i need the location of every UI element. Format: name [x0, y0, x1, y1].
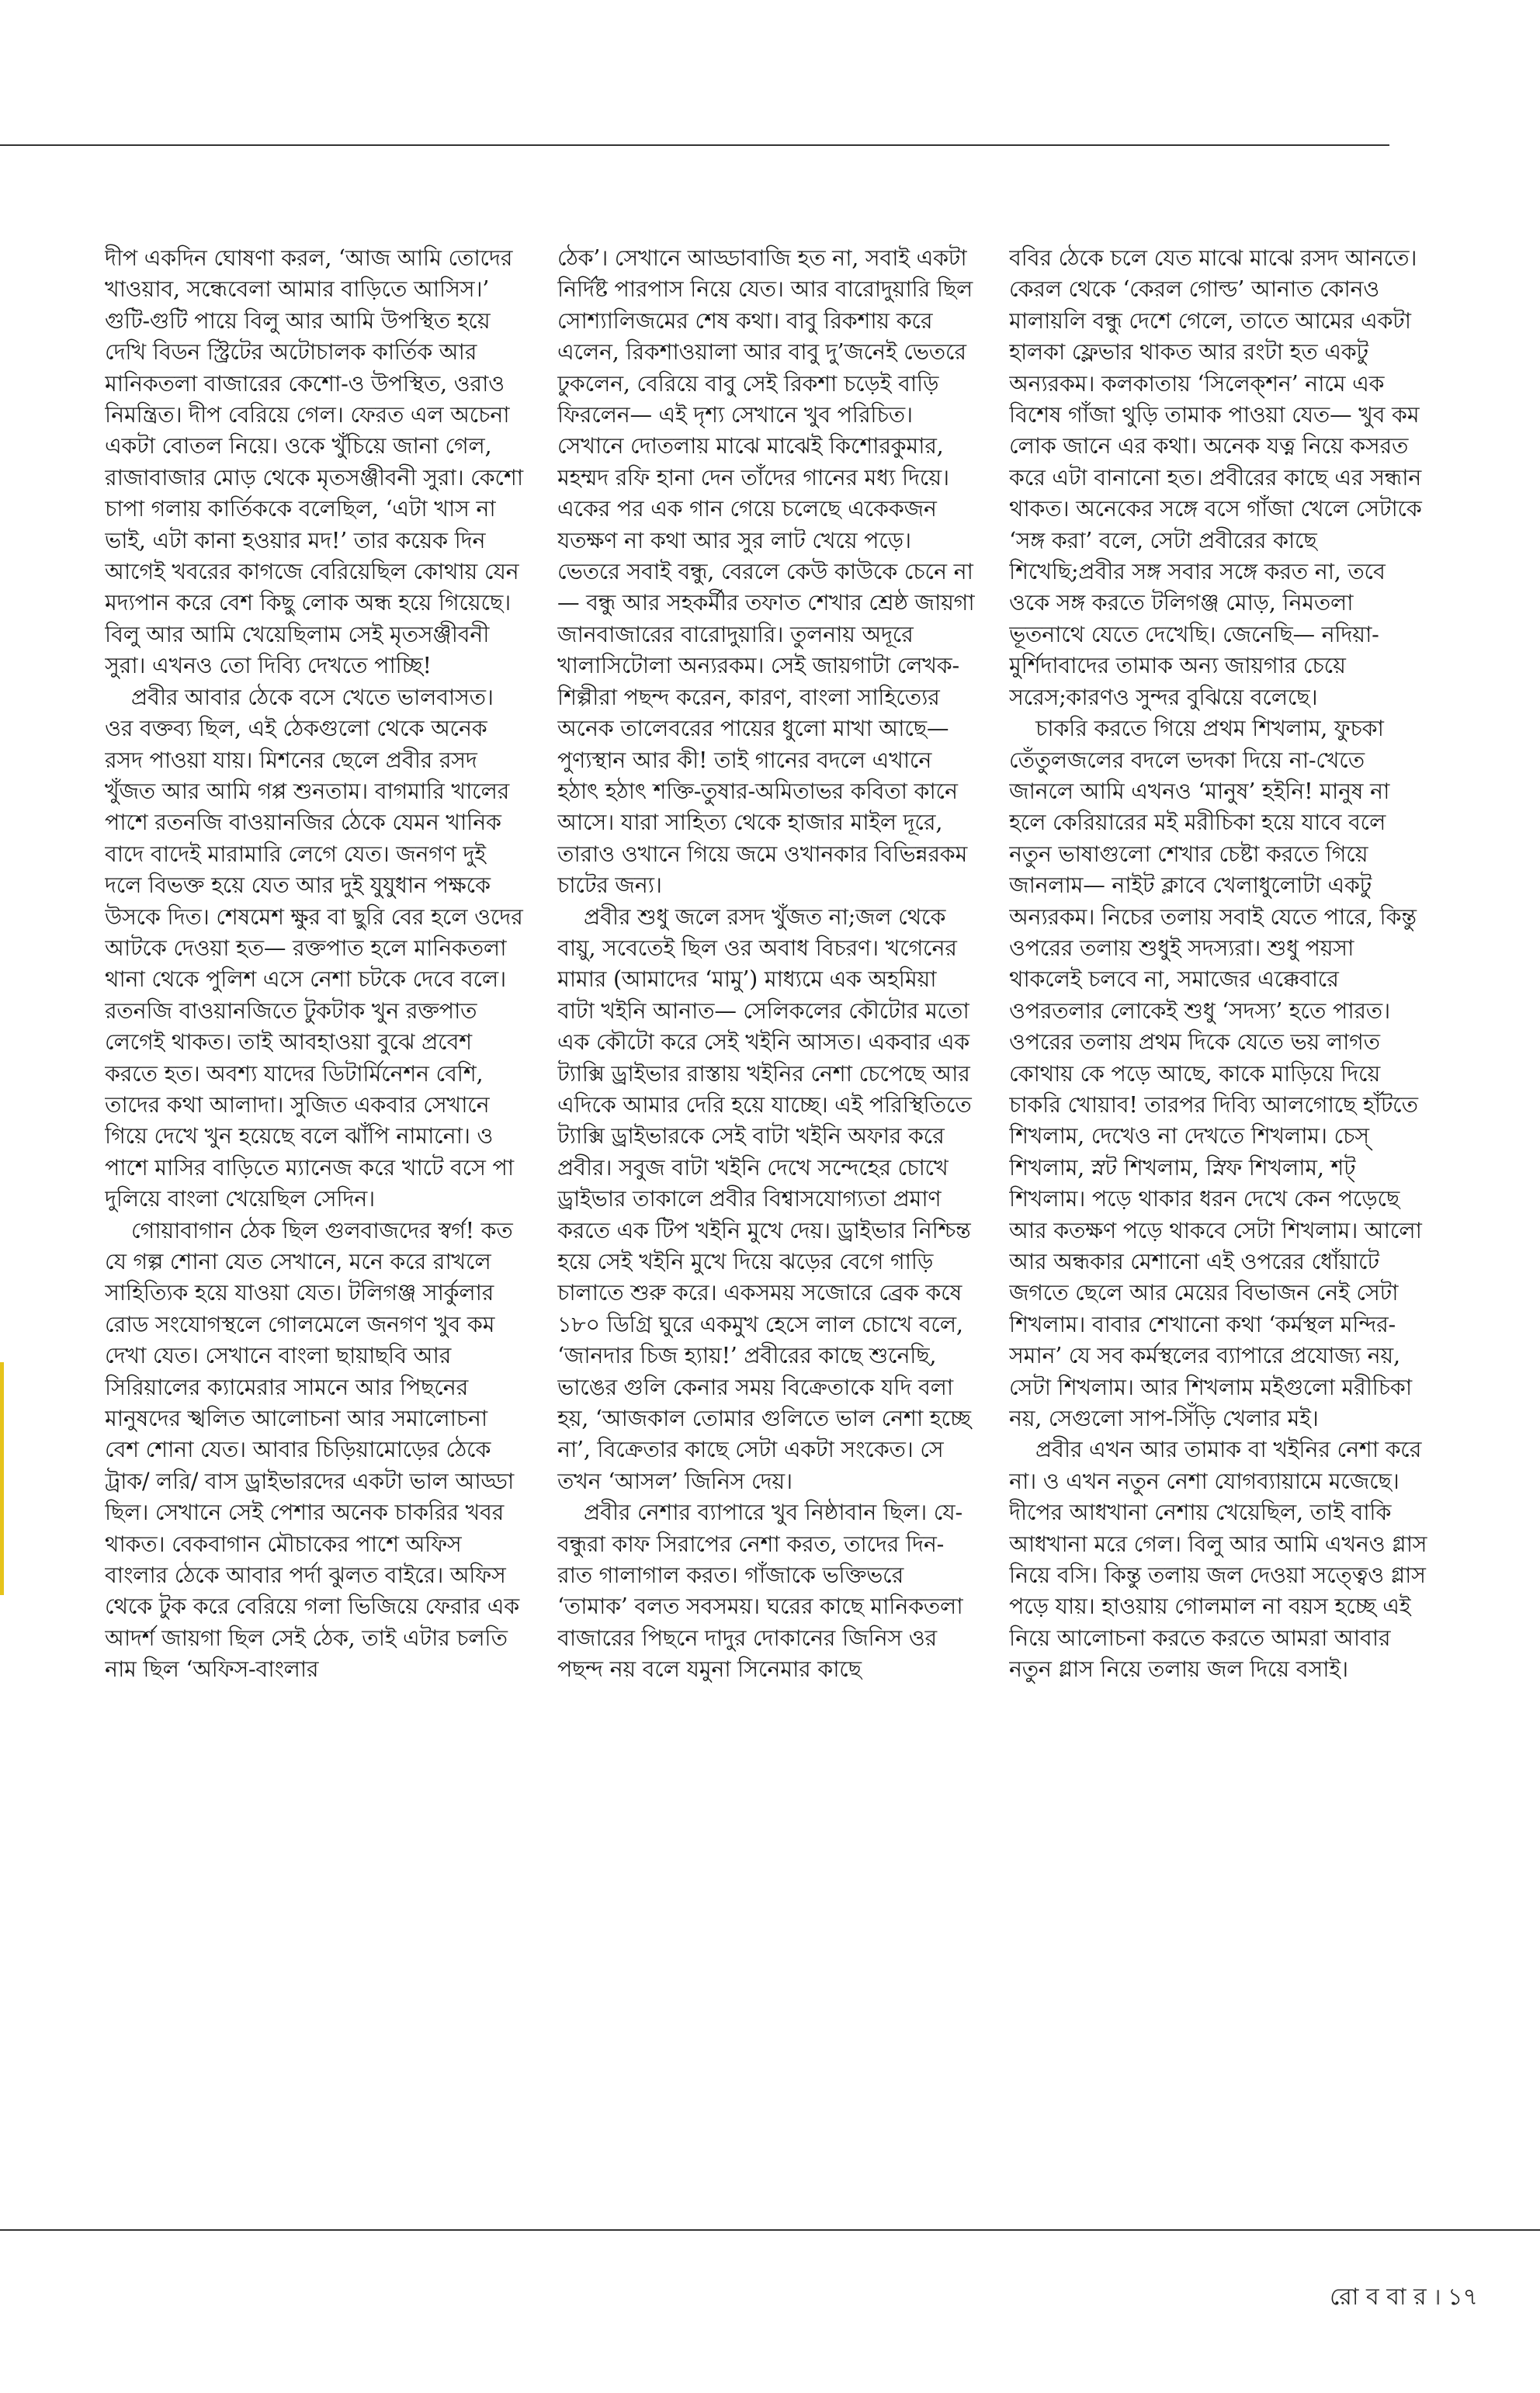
magazine-name: রো ব বা র — [1330, 2284, 1427, 2311]
article-column-3 — [1009, 242, 1428, 2214]
page-number: ১৭ — [1448, 2284, 1478, 2311]
article-column-2 — [557, 242, 976, 2214]
paragraph: প্রবীর নেশার ব্যাপারে খুব নিষ্ঠাবান ছিল। যে-বন্ধুরা কাফ সিরাপের নেশা করত, তাদের দিন-রাত গালাগাল করত। গাঁজাকে ভক্তিভরে ‘তামাক’ বলত সবসময়। ঘরের কাছে মানিকতলা বাজারের পিছনে দাদুর দোকানের জিনিস ওর পছন্দ নয় বলে যমুনা সিনেমার কাছে — [557, 1499, 963, 1683]
paragraph: ববির ঠেকে চলে যেত মাঝে মাঝে রসদ আনতে। কেরল থেকে ‘কেরল গোল্ড’ আনাত কোনও মালায়লি বন্ধু দেশে গেলে, তাতে আমের একটা হালকা ফ্লেভার থাকত আর রংটা হত একটু অন্যরকম। কলকাতায় ‘সিলেক্শন’ নামে এক বিশেষ গাঁজা থুড়ি তামাক পাওয়া যেত— খুব কম লোক জানে এর কথা। অনেক যত্ন নিয়ে কসরত করে এটা বানানো হত। প্রবীরের কাছে এর সন্ধান থাকত। অনেকের সঙ্গে বসে গাঁজা খেলে সেটাকে ‘সঙ্গ করা’ বলে, সেটা প্রবীরের কাছে শিখেছি;প্রবীর সঙ্গ সবার সঙ্গে করত না, তবে ওকে সঙ্গ করতে টলিগঞ্জ মোড়, নিমতলা ভূতনাথে যেতে দেখেছি। জেনেছি— নদিয়া-মুর্শিদাবাদের তামাক অন্য জায়গার চেয়ে সরেস;কারণও সুন্দর বুঝিয়ে বলেছে। — [1009, 245, 1422, 710]
paragraph: প্রবীর এখন আর তামাক বা খইনির নেশা করে না। ও এখন নতুন নেশা যোগব্যায়ামে মজেছে। দীপের আধখানা নেশায় খেয়েছিল, তাই বাকি আধখানা মরে গেল। বিলু আর আমি এখনও গ্লাস নিয়ে বসি। কিন্তু তলায় জল দেওয়া সত্ত্বেও গ্লাস পড়ে যায়। হাওয়ায় গোলমাল না বয়স হচ্ছে এই নিয়ে আলোচনা করতে করতে আমরা আবার নতুন গ্লাস নিয়ে তলায় জল দিয়ে বসাই। — [1009, 1436, 1427, 1683]
paragraph: চাকরি করতে গিয়ে প্রথম শিখলাম, ফুচকা তেঁতুলজলের বদলে ভদকা দিয়ে না-খেতে জানলে আমি এখনও ‘মানুষ’ হইনি! মানুষ না হলে কেরিয়ারের মই মরীচিকা হয়ে যাবে বলে নতুন ভাষাগুলো শেখার চেষ্টা করতে গিয়ে জানলাম— নাইট ক্লাবে খেলাধুলোটা একটু অন্যরকম। নিচের তলায় সবাই যেতে পারে, কিন্তু ওপরের তলায় শুধুই সদস্যরা। শুধু পয়সা থাকলেই চলবে না, সমাজের এক্কেবারে ওপরতলার লোকেই শুধু ‘সদস্য’ হতে পারত। ওপরের তলায় প্রথম দিকে যেতে ভয় লাগত কোথায় কে পড়ে আছে, কাকে মাড়িয়ে দিয়ে চাকরি খোয়াব! তারপর দিব্যি আলগোছে হাঁটতে শিখলাম, দেখেও না দেখতে শিখলাম। চেস্ শিখলাম, স্নট শিখলাম, স্নিফ শিখলাম, শট্ শিখলাম। পড়ে থাকার ধরন দেখে কেন পড়েছে আর কতক্ষণ পড়ে থাকবে সেটা শিখলাম। আলো আর অন্ধকার মেশানো এই ওপরের ধোঁয়াটে জগতে ছেলে আর মেয়ের বিভাজন নেই সেটা শিখলাম। বাবার শেখানো কথা ‘কর্মস্থল মন্দির-সমান’ যে সব কর্মস্থলের ব্যাপারে প্রযোজ্য নয়, সেটা শিখলাম। আর শিখলাম মইগুলো মরীচিকা নয়, সেগুলো সাপ-সিঁড়ি খেলার মই। — [1009, 715, 1422, 1432]
paragraph: ঠেক’। সেখানে আড্ডাবাজি হত না, সবাই একটা নির্দিষ্ট পারপাস নিয়ে যেত। আর বারোদুয়ারি ছিল সোশ্যালিজমের শেষ কথা। বাবু রিকশায় করে এলেন, রিকশাওয়ালা আর বাবু দু’জনেই ভেতরে ঢুকলেন, বেরিয়ে বাবু সেই রিকশা চড়েই বাড়ি ফিরলেন— এই দৃশ্য সেখানে খুব পরিচিত। সেখানে দোতলায় মাঝে মাঝেই কিশোরকুমার, মহম্মদ রফি হানা দেন তাঁদের গানের মধ্য দিয়ে। একের পর এক গান গেয়ে চলেছে একেকজন যতক্ষণ না কথা আর সুর লাট খেয়ে পড়ে। ভেতরে সবাই বন্ধু, বেরলে কেউ কাউকে চেনে না— বন্ধু আর সহকর্মীর তফাত শেখার শ্রেষ্ঠ জায়গা জানবাজারের বারোদুয়ারি। তুলনায় অদূরে খালাসিটোলা অন্যরকম। সেই জায়গাটা লেখক-শিল্পীরা পছন্দ করেন, কারণ, বাংলা সাহিত্যের অনেক তালেবরের পায়ের ধুলো মাখা আছে— পুণ্যস্থান আর কী! তাই গানের বদলে এখানে হঠাৎ হঠাৎ শক্তি-তুষার-অমিতাভর কবিতা কানে আসে। যারা সাহিত্য থেকে হাজার মাইল দূরে, তারাও ওখানে গিয়ে জমে ওখানকার বিভিন্নরকম চাটের জন্য। — [557, 245, 975, 899]
top-divider — [0, 144, 1389, 146]
footer-separator: । — [1432, 2284, 1442, 2311]
bottom-divider — [0, 2229, 1540, 2231]
page-footer — [1330, 2278, 1478, 2318]
paragraph: গোয়াবাগান ঠেক ছিল গুলবাজদের স্বর্গ! কত যে গল্প শোনা যেত সেখানে, মনে করে রাখলে সাহিত্যিক হয়ে যাওয়া যেত। টলিগঞ্জ সার্কুলার রোড সংযোগস্থলে গোলমেলে জনগণ খুব কম দেখা যেত। সেখানে বাংলা ছায়াছবি আর সিরিয়ালের ক্যামেরার সামনে আর পিছনের মানুষদের স্খলিত আলোচনা আর সমালোচনা বেশ শোনা যেত। আবার চিড়িয়ামোড়ের ঠেকে ট্রাক/ লরি/ বাস ড্রাইভারদের একটা ভাল আড্ডা ছিল। সেখানে সেই পেশার অনেক চাকরির খবর থাকত। বেকবাগান মৌচাকের পাশে অফিস বাংলার ঠেকে আবার পর্দা ঝুলত বাইরে। অফিস থেকে টুক করে বেরিয়ে গলা ভিজিয়ে ফেরার এক আদর্শ জায়গা ছিল সেই ঠেক, তাই এটার চলতি নাম ছিল ‘অফিস-বাংলার — [105, 1216, 519, 1683]
margin-color-mark — [0, 1362, 4, 1595]
article-column-1 — [105, 242, 524, 2214]
paragraph: প্রবীর শুধু জলে রসদ খুঁজত না;জল থেকে বায়ু, সবেতেই ছিল ওর অবাধ বিচরণ। খগেনের মামার (আমাদের ‘মামু’) মাধ্যমে এক অহমিয়া বাটা খইনি আনাত— সেলিকলের কৌটোর মতো এক কৌটো করে সেই খইনি আসত। একবার এক ট্যাক্সি ড্রাইভার রাস্তায় খইনির নেশা চেপেছে আর এদিকে আমার দেরি হয়ে যাচ্ছে। এই পরিস্থিতিতে ট্যাক্সি ড্রাইভারকে সেই বাটা খইনি অফার করে প্রবীর। সবুজ বাটা খইনি দেখে সন্দেহের চোখে ড্রাইভার তাকালে প্রবীর বিশ্বাসযোগ্যতা প্রমাণ করতে এক টিপ খইনি মুখে দেয়। ড্রাইভার নিশ্চিন্ত হয়ে সেই খইনি মুখে দিয়ে ঝড়ের বেগে গাড়ি চালাতে শুরু করে। একসময় সজোরে ব্রেক কষে ১৮০ ডিগ্রি ঘুরে একমুখ হেসে লাল চোখে বলে, ‘জানদার চিজ হ্যায়!’ প্রবীরের কাছে শুনেছি, ভাঙের গুলি কেনার সময় বিক্রেতাকে যদি বলা হয়, ‘আজকাল তোমার গুলিতে ভাল নেশা হচ্ছে না’, বিক্রেতার কাছে সেটা একটা সংকেত। সে তখন ‘আসল’ জিনিস দেয়। — [557, 903, 972, 1494]
paragraph: দীপ একদিন ঘোষণা করল, ‘আজ আমি তোদের খাওয়াব, সন্ধেবেলা আমার বাড়িতে আসিস।’ গুটি-গুটি পায়ে বিলু আর আমি উপস্থিত হয়ে দেখি বিডন স্ট্রিটের অটোচালক কার্তিক আর মানিকতলা বাজারের কেশো-ও উপস্থিত, ওরাও নিমন্ত্রিত। দীপ বেরিয়ে গেল। ফেরত এল অচেনা একটা বোতল নিয়ে। ওকে খুঁচিয়ে জানা গেল, রাজাবাজার মোড় থেকে মৃতসঞ্জীবনী সুরা। কেশো চাপা গলায় কার্তিককে বলেছিল, ‘এটা খাস না ভাই, এটা কানা হওয়ার মদ!’ তার কয়েক দিন আগেই খবরের কাগজে বেরিয়েছিল কোথায় যেন মদ্যপান করে বেশ কিছু লোক অন্ধ হয়ে গিয়েছে। বিলু আর আমি খেয়েছিলাম সেই মৃতসঞ্জীবনী সুরা। এখনও তো দিব্যি দেখতে পাচ্ছি! — [105, 245, 523, 679]
paragraph: প্রবীর আবার ঠেকে বসে খেতে ভালবাসত। ওর বক্তব্য ছিল, এই ঠেকগুলো থেকে অনেক রসদ পাওয়া যায়। মিশনের ছেলে প্রবীর রসদ খুঁজত আর আমি গপ্প শুনতাম। বাগমারি খালের পাশে রতনজি বাওয়ানজির ঠেকে যেমন খানিক বাদে বাদেই মারামারি লেগে যেত। জনগণ দুই দলে বিভক্ত হয়ে যেত আর দুই যুযুধান পক্ষকে উসকে দিত। শেষমেশ ক্ষুর বা ছুরি বের হলে ওদের আটকে দেওয়া হত— রক্তপাত হলে মানিকতলা থানা থেকে পুলিশ এসে নেশা চটকে দেবে বলে। রতনজি বাওয়ানজিতে টুকটাক খুন রক্তপাত লেগেই থাকত। তাই আবহাওয়া বুঝে প্রবেশ করতে হত। অবশ্য যাদের ডিটার্মিনেশন বেশি, তাদের কথা আলাদা। সুজিত একবার সেখানে গিয়ে দেখে খুন হয়েছে বলে ঝাঁপি নামানো। ও পাশে মাসির বাড়িতে ম্যানেজ করে খাটে বসে পা দুলিয়ে বাংলা খেয়েছিল সেদিন। — [105, 683, 523, 1212]
